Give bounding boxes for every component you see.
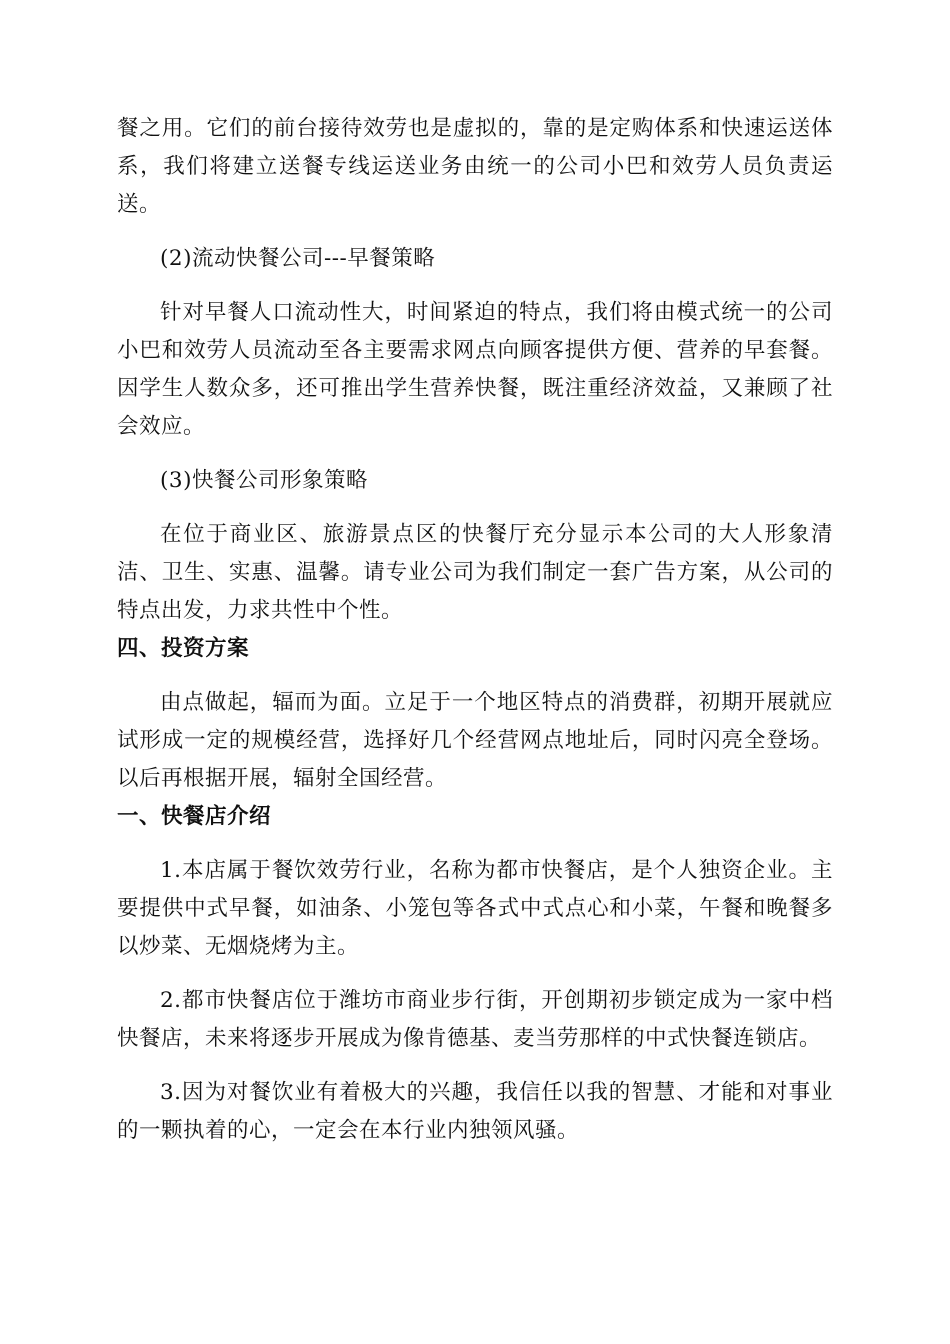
document-page — [117, 110, 833, 1150]
paragraph-image-strategy: 在位于商业区、旅游景点区的快餐厅充分显示本公司的大人形象清洁、卫生、实惠、温馨。请专业公司为我们制定一套广告方案，从公司的特点出发，力求共性中个性。 — [117, 522, 833, 623]
section-title-image-strategy: (3)快餐公司形象策略 — [160, 468, 368, 493]
section-title-breakfast-strategy: (2)流动快餐公司---早餐策略 — [160, 246, 436, 271]
paragraph-investment-plan: 由点做起，辐而为面。立足于一个地区特点的消费群，初期开展就应试形成一定的规模经营，选择好几个经营网点地址后，同时闪亮全登场。以后再根据开展，辐射全国经营。 — [117, 690, 833, 791]
paragraph-continued: 餐之用。它们的前台接待效劳也是虚拟的，靠的是定购体系和快速运送体系，我们将建立送餐专线运送业务由统一的公司小巴和效劳人员负责运送。 — [117, 116, 833, 217]
heading-restaurant-intro: 一、快餐店介绍 — [117, 804, 272, 829]
paragraph-breakfast-strategy: 针对早餐人口流动性大，时间紧迫的特点，我们将由模式统一的公司小巴和效劳人员流动至各主要需求网点向顾客提供方便、营养的早套餐。因学生人数众多，还可推出学生营养快餐，既注重经济效益，又兼顾了社会效应。 — [117, 300, 833, 439]
list-item-1: 1.本店属于餐饮效劳行业，名称为都市快餐店，是个人独资企业。主要提供中式早餐，如油条、小笼包等各式中式点心和小菜，午餐和晚餐多以炒菜、无烟烧烤为主。 — [117, 858, 833, 959]
list-item-3: 3.因为对餐饮业有着极大的兴趣，我信任以我的智慧、才能和对事业的一颗执着的心，一定会在本行业内独领风骚。 — [117, 1080, 833, 1143]
list-item-2: 2.都市快餐店位于潍坊市商业步行街，开创期初步锁定成为一家中档快餐店，未来将逐步开展成为像肯德基、麦当劳那样的中式快餐连锁店。 — [117, 988, 833, 1051]
heading-investment-plan: 四、投资方案 — [117, 636, 250, 661]
